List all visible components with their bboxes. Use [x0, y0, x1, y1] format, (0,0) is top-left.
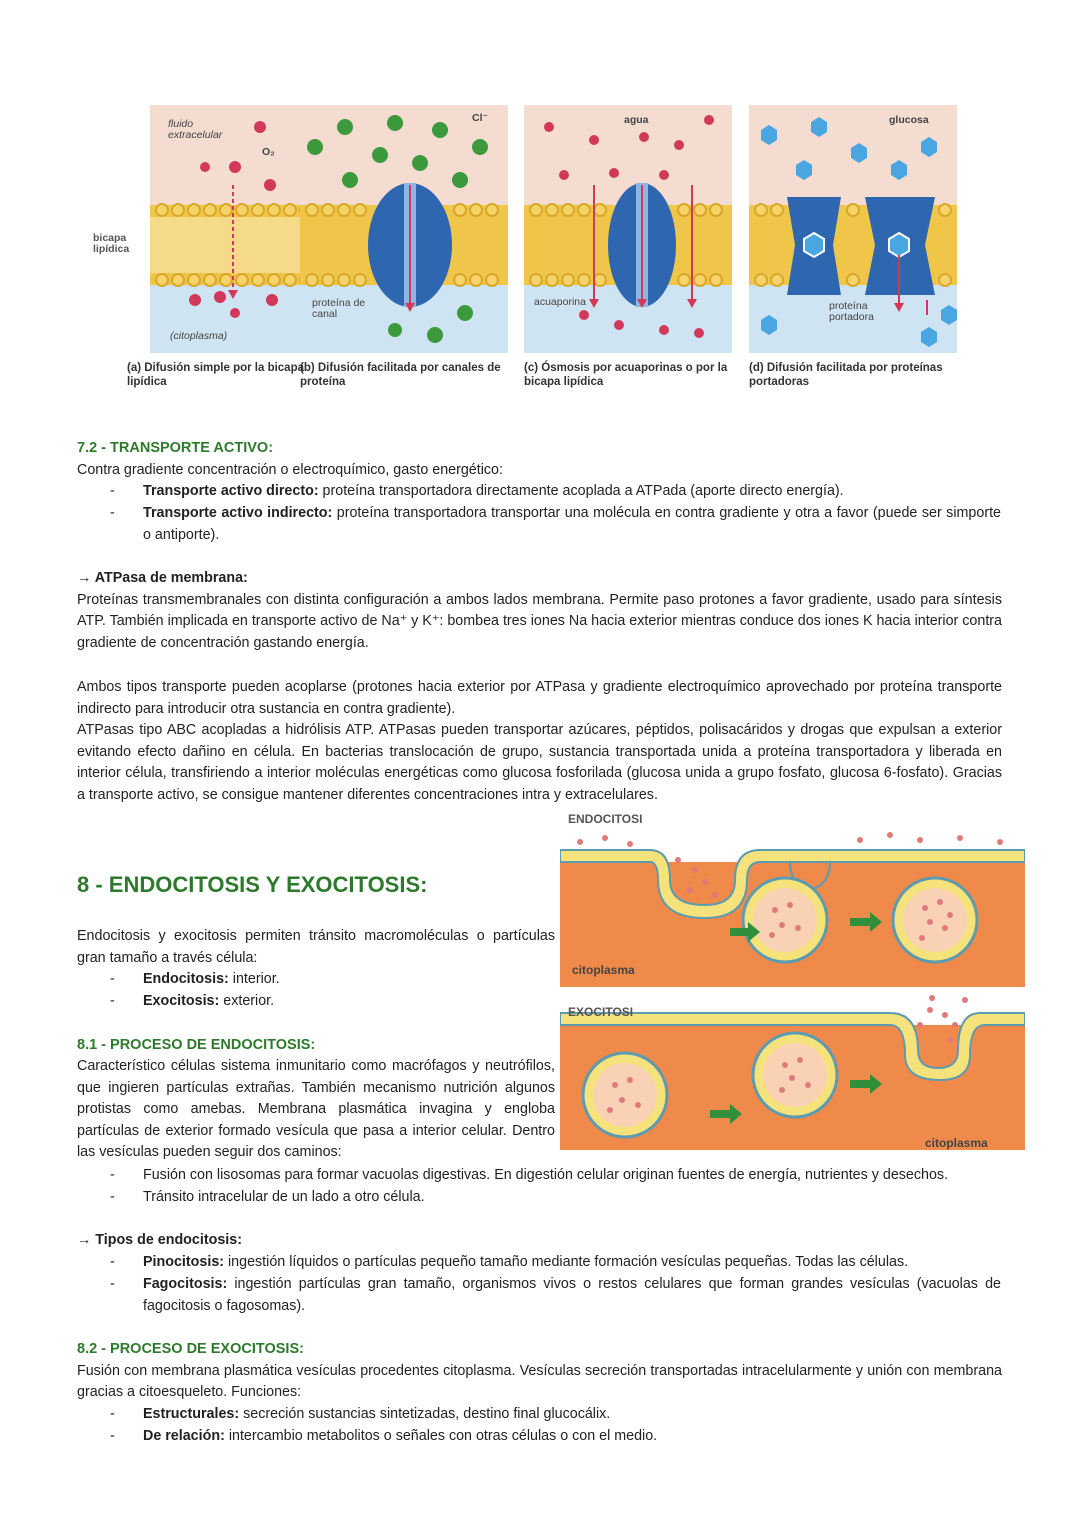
- bullet-dash: -: [110, 971, 115, 987]
- bullet-dash: -: [110, 505, 115, 521]
- list-item-pinocitosis: [143, 1252, 1003, 1274]
- section-8-2-text: Fusión con membrana plasmática vesículas procedentes citoplasma. Vesículas secreción transportadas intracelularmente y unión con membrana gracias a citoesqueleto. Funciones:: [77, 1362, 1002, 1400]
- item-text: intercambio metabolitos o señales con otras células o con el medio.: [224, 1428, 658, 1444]
- item-text: ingestión partículas gran tamaño, organismos vivos o restos celulares que forman grandes vesículas (vacuolas de fagocitosis o fagosomas).: [143, 1276, 1001, 1314]
- section-8-1-heading-wrap: [77, 1035, 1002, 1057]
- citoplasma-label-1: citoplasma: [572, 963, 635, 977]
- bullet-dash: -: [110, 1428, 115, 1444]
- list-item-lisosomas: Fusión con lisosomas para formar vacuolas digestivas. En digestión celular originan fuentes de energía, nutrientes y desechos.: [143, 1167, 949, 1183]
- bullet-dash: -: [110, 993, 115, 1009]
- list-item-endocitosis: [143, 969, 280, 991]
- item-bold: Fagocitosis:: [143, 1276, 228, 1292]
- list-item-transito: Tránsito intracelular de un lado a otro célula.: [143, 1189, 425, 1205]
- panel-channel-diffusion: [300, 105, 508, 353]
- cl-label: Cl⁻: [472, 112, 489, 124]
- section-8-1-heading: 8.1 - PROCESO DE ENDOCITOSIS:: [77, 1037, 316, 1053]
- acuaporina-label: acuaporina: [534, 296, 586, 308]
- section-8-intro: Endocitosis y exocitosis permiten tránsito macromoléculas o partículas gran tamaño a través célula:: [77, 928, 555, 966]
- endo-exo-figure: [560, 810, 1025, 1155]
- list-item-exocitosis: [143, 991, 274, 1013]
- item-bold: Pinocitosis:: [143, 1254, 225, 1270]
- item-bold: De relación:: [143, 1428, 225, 1444]
- section-8-2-heading: 8.2 - PROCESO DE EXOCITOSIS:: [77, 1341, 304, 1357]
- bullet-dash: -: [110, 1189, 115, 1205]
- item-bold: Transporte activo indirecto:: [143, 505, 333, 521]
- caption-c: (c) Ósmosis por acuaporinas o por la bicapa lipídica: [524, 362, 728, 388]
- section-8-heading: 8 - ENDOCITOSIS Y EXOCITOSIS:: [77, 872, 428, 897]
- atpasa-text: Proteínas transmembranales con distinta configuración a ambos lados membrana. Permite paso protones a favor gradiente, usado para síntesis ATP. También implicada en transporte activo de Na⁺ y K⁺: bombea tres iones Na hacia exterior mientras conduce dos iones K hacia interior contra gradiente de concentración gastando energía.: [77, 591, 1003, 651]
- atpasa-heading: → ATPasa de membrana:: [77, 570, 248, 586]
- section-8-1-text: Característico células sistema inmunitario como macrófagos y neutrófilos, que ingieren partículas extrañas. También mecanismo nutrición algunos protistas como amebas. Membrana plasmática invagina y engloba partículas de exterior formado vesícula que pasa a interior celular. Dentro las vesículas pueden seguir dos caminos:: [77, 1058, 555, 1160]
- section-7-2-intro: Contra gradiente concentración o electroquímico, gasto energético:: [77, 461, 503, 478]
- list-item-relacion: [143, 1426, 657, 1448]
- endo-exo-graphic: [560, 810, 1025, 1155]
- list-item-fagocitosis: [143, 1274, 1001, 1317]
- item-text: proteína transportadora transportar una molécula en contra gradiente y otra a favor (puede ser simporte o antiporte).: [143, 505, 1001, 543]
- caption-b: (b) Difusión facilitada por canales de proteína: [300, 362, 501, 388]
- list-item-directo: [143, 481, 1003, 503]
- item-bold: Transporte activo directo:: [143, 483, 319, 499]
- bullet-dash: -: [110, 1167, 115, 1183]
- exocitosi-label: EXOCITOSI: [568, 1005, 634, 1019]
- glucosa-label: glucosa: [889, 114, 929, 126]
- membrane-transport-figure: [85, 105, 1000, 405]
- o2-label: O₂: [262, 146, 275, 158]
- item-text: ingestión líquidos o partículas pequeño tamaño mediante formación vesículas pequeñas. Todas las células.: [224, 1254, 909, 1270]
- bullet-dash: -: [110, 1276, 115, 1292]
- bullet-dash: -: [110, 1406, 115, 1422]
- item-text: interior.: [228, 971, 280, 987]
- item-bold: Exocitosis:: [143, 993, 220, 1009]
- caption-a: (a) Difusión simple por la bicapa lipídica: [127, 362, 305, 388]
- panel-osmosis: [524, 105, 732, 353]
- list-item-indirecto: [143, 503, 1001, 546]
- citoplasma-label-2: citoplasma: [925, 1136, 988, 1150]
- agua-label: agua: [624, 114, 649, 126]
- item-text: secreción sustancias sintetizadas, destino final glucocálix.: [239, 1406, 611, 1422]
- portadora-label: proteína portadora: [829, 300, 874, 323]
- bicapa-label: bicapa lipídica: [93, 232, 130, 255]
- fluido-label: fluido extracelular: [168, 118, 223, 141]
- list-item-estructurales: [143, 1404, 610, 1426]
- caption-d: (d) Difusión facilitada por proteínas portadoras: [749, 362, 943, 388]
- section-atpasa: [77, 568, 1002, 654]
- bullet-dash: -: [110, 1254, 115, 1270]
- canal-label: proteína de canal: [312, 297, 366, 320]
- section-8-2: [77, 1339, 1002, 1404]
- item-bold: Estructurales:: [143, 1406, 240, 1422]
- item-bold: Endocitosis:: [143, 971, 229, 987]
- paragraph-atpasas-abc: ATPasas tipo ABC acopladas a hidrólisis ATP. ATPasas pueden transportar azúcares, péptidos, polisacáridos y drogas que expulsan a exterior evitando efecto dañino en célula. En bacterias translocación de grupo, sustancia transportada unida a proteína transportadora y liberada en interior célula, transfiriendo a interior moléculas energéticas como glucosa fosforilada (glucosa unida a grupo fosfato, glucosa 6-fosfato). Gracias a transporte activo, se consigue mantener diferentes concentraciones intra y extracelulares.: [77, 722, 1002, 803]
- citoplasma-label: (citoplasma): [170, 330, 228, 342]
- endocitosi-label: ENDOCITOSI: [568, 812, 643, 826]
- item-text: proteína transportadora directamente acoplada a ATPada (aporte directo energía).: [318, 483, 844, 499]
- panel-carrier-diffusion: [749, 105, 957, 353]
- section-7-2-heading: 7.2 - TRANSPORTE ACTIVO:: [77, 440, 274, 456]
- item-text: exterior.: [219, 993, 275, 1009]
- tipos-heading: → Tipos de endocitosis:: [77, 1232, 242, 1248]
- panel-c-graphic: [524, 105, 732, 353]
- bullet-dash: -: [110, 483, 115, 499]
- paragraph-acoplamiento: Ambos tipos transporte pueden acoplarse (protones hacia exterior por ATPasa y gradiente electroquímico aprovechado por proteína transporte indirecto para introducir otra sustancia en contra gradiente).: [77, 679, 1002, 717]
- section-7-2: [77, 438, 1002, 481]
